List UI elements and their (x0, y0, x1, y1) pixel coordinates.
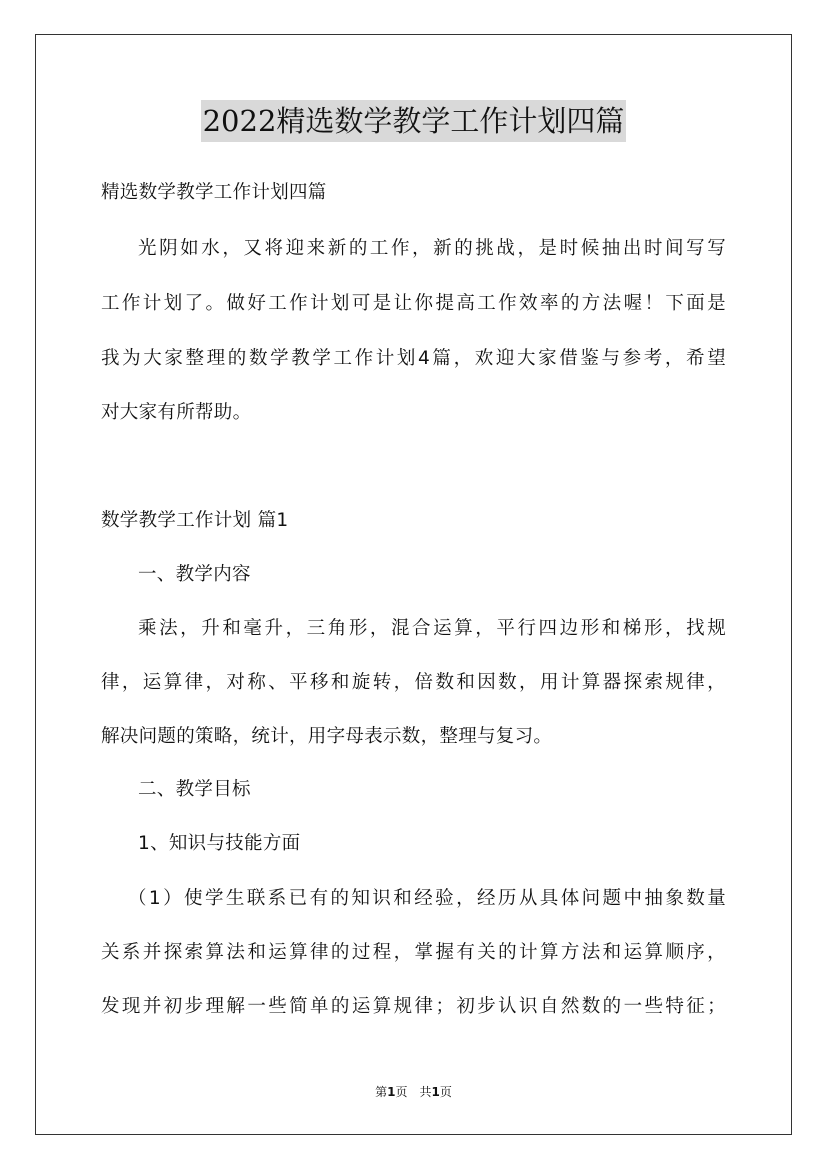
footer-current-page: 1 (387, 1085, 396, 1099)
document-subtitle: 精选数学教学工作计划四篇 (101, 182, 327, 203)
footer-prefix: 第 (375, 1085, 388, 1099)
content-line-3: 解决问题的策略，统计，用字母表示数，整理与复习。 (101, 726, 553, 747)
footer-suffix: 页 (439, 1085, 452, 1099)
section-heading: 数学教学工作计划 篇1 (101, 510, 289, 531)
heading-teaching-content: 一、教学内容 (138, 564, 251, 585)
document-title: 2022精选数学教学工作计划四篇 (201, 100, 627, 142)
footer-mid: 页 共 (395, 1085, 432, 1099)
heading-knowledge-skills: 1、知识与技能方面 (138, 833, 301, 854)
intro-line-4: 对大家有所帮助。 (101, 402, 252, 423)
knowledge-line-3: 发现并初步理解一些简单的运算规律；初步认识自然数的一些特征； (101, 996, 726, 1017)
content-line-1: 乘法，升和毫升，三角形，混合运算，平行四边形和梯形，找规 (138, 618, 726, 639)
page-footer (0, 1084, 827, 1100)
knowledge-line-1: （1）使学生联系已有的知识和经验，经历从具体问题中抽象数量 (128, 888, 726, 909)
intro-line-2: 工作计划了。做好工作计划可是让你提高工作效率的方法喔！下面是 (101, 293, 726, 314)
title-container (0, 100, 827, 142)
intro-line-3: 我为大家整理的数学教学工作计划4篇，欢迎大家借鉴与参考，希望 (101, 348, 726, 369)
footer-total-pages: 1 (431, 1085, 440, 1099)
knowledge-line-2: 关系并探索算法和运算律的过程，掌握有关的计算方法和运算顺序， (101, 942, 726, 963)
content-line-2: 律，运算律，对称、平移和旋转，倍数和因数，用计算器探索规律， (101, 672, 726, 693)
intro-line-1: 光阴如水，又将迎来新的工作，新的挑战，是时候抽出时间写写 (138, 238, 726, 259)
heading-teaching-goals: 二、教学目标 (138, 779, 251, 800)
